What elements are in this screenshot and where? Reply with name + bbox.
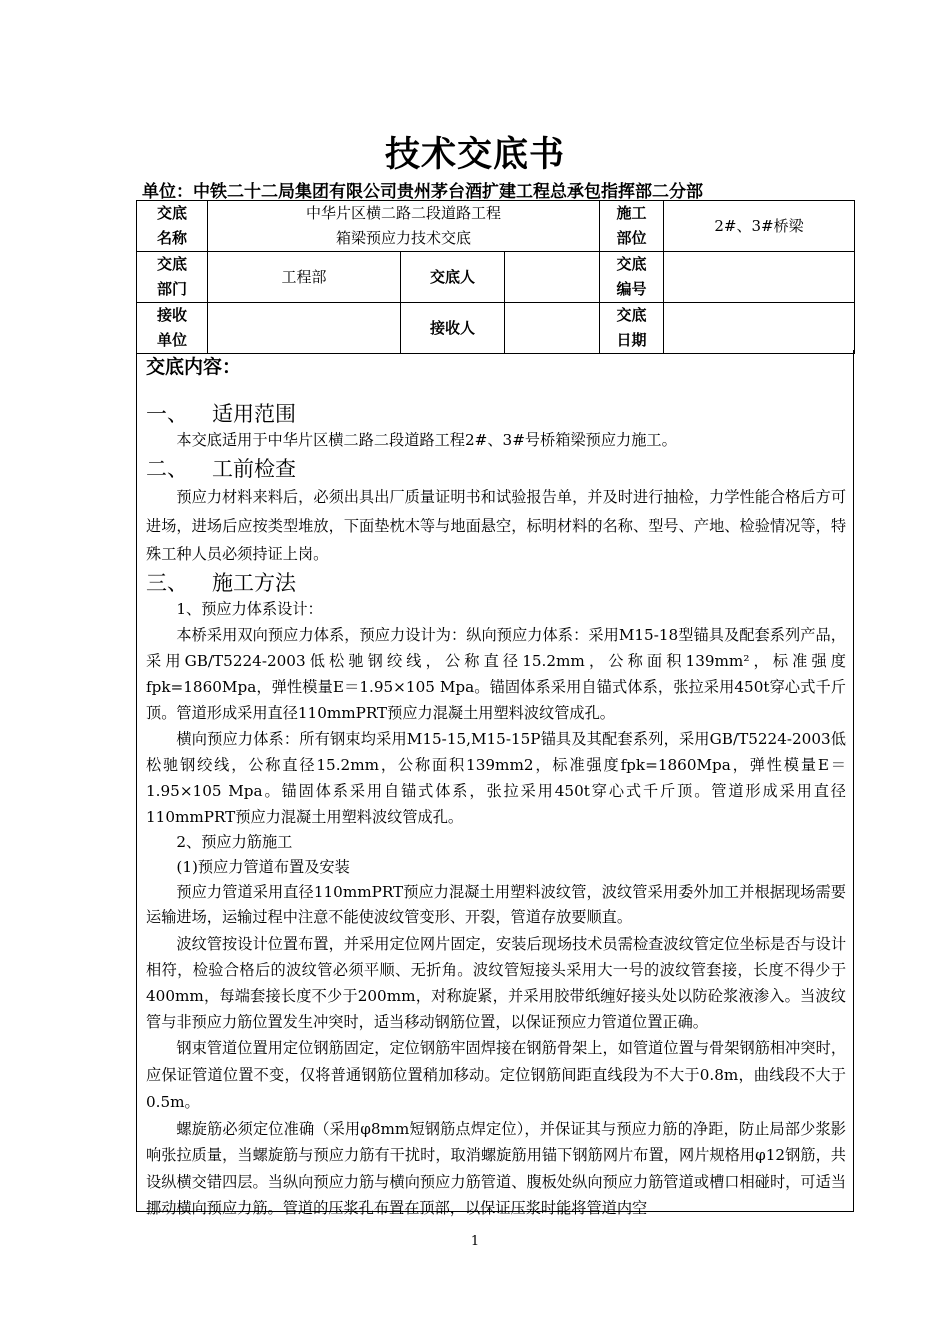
section-3-sub1: 1、预应力体系设计： [176, 599, 323, 618]
section-3-sub2a: (1)预应力管道布置及安装 [176, 857, 350, 876]
date-label-text: 交底 日期 [616, 306, 647, 349]
header-table [136, 200, 855, 354]
date-label [600, 303, 664, 354]
receiver-unit-label [137, 303, 208, 354]
document-title: 技术交底书 [384, 135, 565, 175]
site-label-text: 施工 部位 [616, 204, 647, 247]
section-1-title: 适用范围 [212, 402, 296, 426]
section-1-heading [146, 400, 846, 428]
unit-line: 单位：中铁二十二局集团有限公司贵州茅台酒扩建工程总承包指挥部二分部 [142, 182, 703, 202]
dept-label-text: 交底 部门 [156, 255, 187, 298]
giver-label: 交底人 [401, 252, 505, 303]
section-1-number: 一、 [146, 402, 188, 426]
date-value [664, 303, 855, 354]
content-body [146, 352, 846, 1222]
project-name-label [137, 201, 208, 252]
content-heading: 交底内容： [146, 356, 242, 378]
code-value [664, 252, 855, 303]
project-name-line1: 中华片区横二路二段道路工程 [306, 204, 502, 222]
section-3-heading [146, 569, 846, 597]
section-3-paragraph-4: 波纹管按设计位置布置，并采用定位网片固定，安装后现场技术员需检查波纹管定位坐标是否与设计相符，检验合格后的波纹管必须平顺、无折角。波纹管短接头采用大一号的波纹管套接，长度不得少于400mm，每端套接长度不少于200mm，对称旋紧，并采用胶带纸缠好接头处以防砼浆液渗入。当波纹管与非预应力筋位置发生冲突时，适当移动钢筋位置，以保证预应力管道位置正确。 [146, 934, 846, 1031]
page-number: 1 [470, 1234, 480, 1249]
receiver-unit-label-text: 接收 单位 [156, 306, 187, 349]
code-label [600, 252, 664, 303]
section-3-paragraph-2: 横向预应力体系：所有钢束均采用M15-15,M15-15P锚具及其配套系列，采用GB/T5224-2003低松驰钢绞线，公称直径15.2mm，公称面积139mm2，标准强度fpk=1860Mpa，弹性模量E＝1.95×105 Mpa。锚固体系采用自锚式体系，张拉采用450t穿心式千斤顶。管道形成采用直径110mmPRT预应力混凝土用塑料波纹管成孔。 [146, 729, 846, 826]
project-name-label-text: 交底 名称 [156, 204, 187, 247]
giver-value [505, 252, 600, 303]
site-label [600, 201, 664, 252]
receiver-label: 接收人 [401, 303, 505, 354]
section-3-paragraph-5: 钢束管道位置用定位钢筋固定，定位钢筋牢固焊接在钢筋骨架上，如管道位置与骨架钢筋相冲突时，应保证管道位置不变，仅将普通钢筋位置稍加移动。定位钢筋间距直线段为不大于0.8m，曲线段不大于0.5m。 [146, 1038, 846, 1111]
section-2-title: 工前检查 [212, 457, 296, 481]
section-3-paragraph-1: 本桥采用双向预应力体系，预应力设计为：纵向预应力体系：采用M15-18型锚具及配套系列产品，采用GB/T5224-2003低松驰钢绞线，公称直径15.2mm，公称面积139mm²，标准强度fpk=1860Mpa，弹性模量E＝1.95×105 Mpa。锚固体系采用自锚式体系，张拉采用450t穿心式千斤顶。管道形成采用直径110mmPRT预应力混凝土用塑料波纹管成孔。 [146, 625, 846, 722]
receiver-value [505, 303, 600, 354]
section-3-paragraph-6: 螺旋筋必须定位准确（采用φ8mm短钢筋点焊定位），并保证其与预应力筋的净距，防止局部少浆影响张拉质量，当螺旋筋与预应力筋有干扰时，取消螺旋筋用锚下钢筋网片布置，网片规格用φ12钢筋，共设纵横交错四层。当纵向预应力筋与横向预应力筋管道、腹板处纵向预应力筋管道或槽口相碰时，可适当挪动横向预应力筋。管道的压浆孔布置在顶部，以保证压浆时能将管道内空 [146, 1119, 846, 1217]
section-3-paragraph-3: 预应力管道采用直径110mmPRT预应力混凝土用塑料波纹管，波纹管采用委外加工并根据现场需要运输进场，运输过程中注意不能使波纹管变形、开裂，管道存放要顺直。 [146, 882, 846, 926]
code-label-text: 交底 编号 [616, 255, 647, 298]
section-3-sub2: 2、预应力筋施工 [176, 832, 293, 851]
site-value: 2#、3#桥梁 [664, 201, 855, 252]
section-1-paragraph: 本交底适用于中华片区横二路二段道路工程2#、3#号桥箱梁预应力施工。 [176, 431, 677, 449]
receiver-unit-value [208, 303, 401, 354]
dept-label [137, 252, 208, 303]
project-name-cell [208, 201, 600, 252]
section-2-paragraph: 预应力材料来料后，必须出具出厂质量证明书和试验报告单，并及时进行抽检，力学性能合格后方可进场，进场后应按类型堆放，下面垫枕木等与地面悬空，标明材料的名称、型号、产地、检验情况等，特殊工种人员必须持证上岗。 [146, 488, 846, 563]
dept-value: 工程部 [208, 252, 401, 303]
section-2-heading [146, 455, 846, 483]
section-3-title: 施工方法 [212, 570, 296, 595]
section-3-number: 三、 [146, 570, 188, 595]
project-name-line2: 箱梁预应力技术交底 [336, 229, 472, 247]
section-2-number: 二、 [146, 457, 188, 481]
